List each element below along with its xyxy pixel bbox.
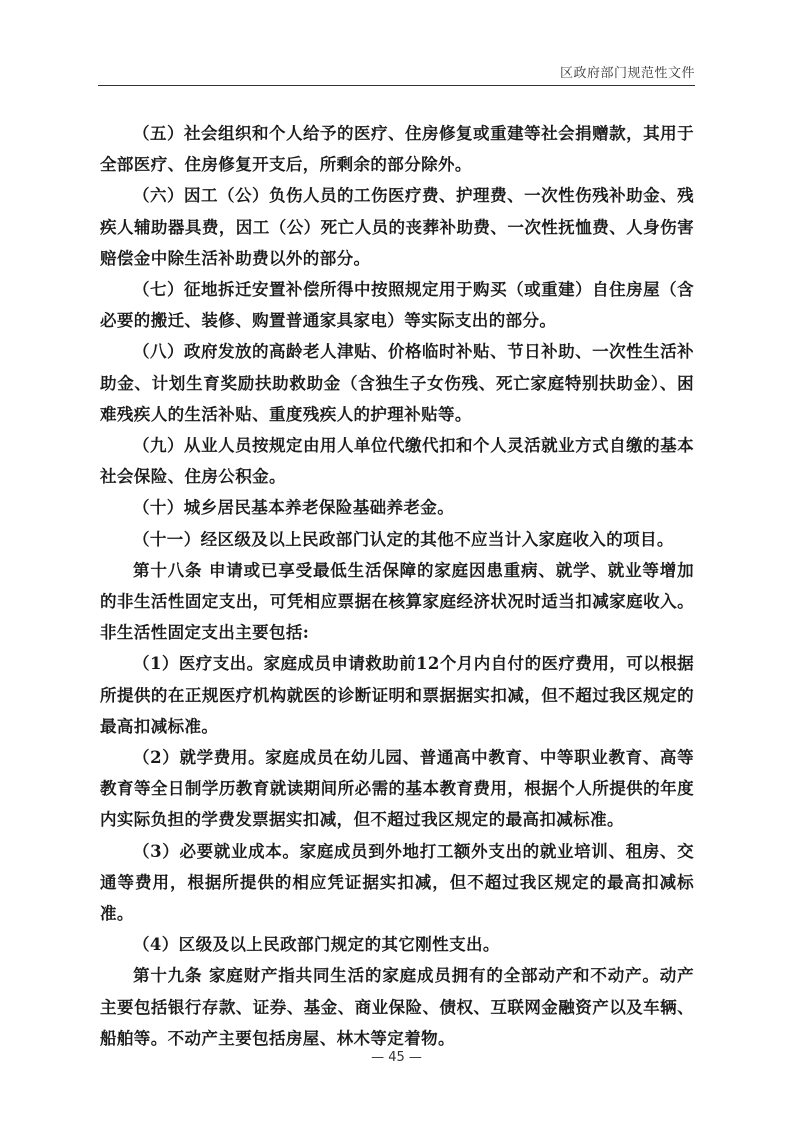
article-paragraph: 第十八条 申请或已享受最低生活保障的家庭因患重病、就学、就业等增加的非生活性固定支出，可凭相应票据在核算家庭经济状况时适当扣减家庭收入。非生活性固定支出主要包括: <box>100 560 694 643</box>
document-body <box>100 118 694 1054</box>
paragraph: （4）区级及以上民政部门规定的其它刚性支出。 <box>133 935 500 955</box>
paragraph: （九）从业人员按规定由用人单位代缴代扣和个人灵活就业方式自缴的基本社会保险、住房公积金。 <box>100 436 694 487</box>
paragraph: （八）政府发放的高龄老人津贴、价格临时补贴、节日补助、一次性生活补助金、计划生育奖励扶助救助金（含独生子女伤残、死亡家庭特别扶助金）、困难残疾人的生活补贴、重度残疾人的护理补贴等。 <box>100 342 694 424</box>
header-title: 区政府部门规范性文件 <box>559 66 695 81</box>
paragraph: （十一）经区级及以上民政部门认定的其他不应当计入家庭收入的项目。 <box>133 529 674 549</box>
paragraph: （1）医疗支出。家庭成员申请救助前12个月内自付的医疗费用，可以根据所提供的在正规医疗机构就医的诊断证明和票据据实扣减，但不超过我区规定的最高扣减标准。 <box>100 654 694 736</box>
header-rule <box>98 85 695 86</box>
paragraph: （3）必要就业成本。家庭成员到外地打工额外支出的就业培训、租房、交通等费用，根据所提供的相应凭证据实扣减，但不超过我区规定的最高扣减标准。 <box>100 841 694 924</box>
paragraph: （五）社会组织和个人给予的医疗、住房修复或重建等社会捐赠款，其用于全部医疗、住房修复开支后，所剩余的部分除外。 <box>100 124 694 175</box>
paragraph: （十）城乡居民基本养老保险基础养老金。 <box>133 498 455 518</box>
paragraph: （七）征地拆迁安置补偿所得中按照规定用于购买（或重建）自住房屋（含必要的搬迁、装修、购置普通家具家电）等实际支出的部分。 <box>100 280 694 331</box>
page-header <box>98 56 695 86</box>
paragraph: （六）因工（公）负伤人员的工伤医疗费、护理费、一次性伤残补助金、残疾人辅助器具费，因工（公）死亡人员的丧葬补助费、一次性抚恤费、人身伤害赔偿金中除生活补助费以外的部分。 <box>100 186 694 268</box>
page-number: — 45 — <box>371 1050 422 1065</box>
article-paragraph: 第十九条 家庭财产指共同生活的家庭成员拥有的全部动产和不动产。动产主要包括银行存款、证券、基金、商业保险、债权、互联网金融资产以及车辆、船舶等。不动产主要包括房屋、林木等定着物。 <box>100 966 694 1048</box>
paragraph: （2）就学费用。家庭成员在幼儿园、普通高中教育、中等职业教育、高等教育等全日制学历教育就读期间所必需的基本教育费用，根据个人所提供的年度内实际负担的学费发票据实扣减，但不超过我区规定的最高扣减标准。 <box>100 748 694 830</box>
